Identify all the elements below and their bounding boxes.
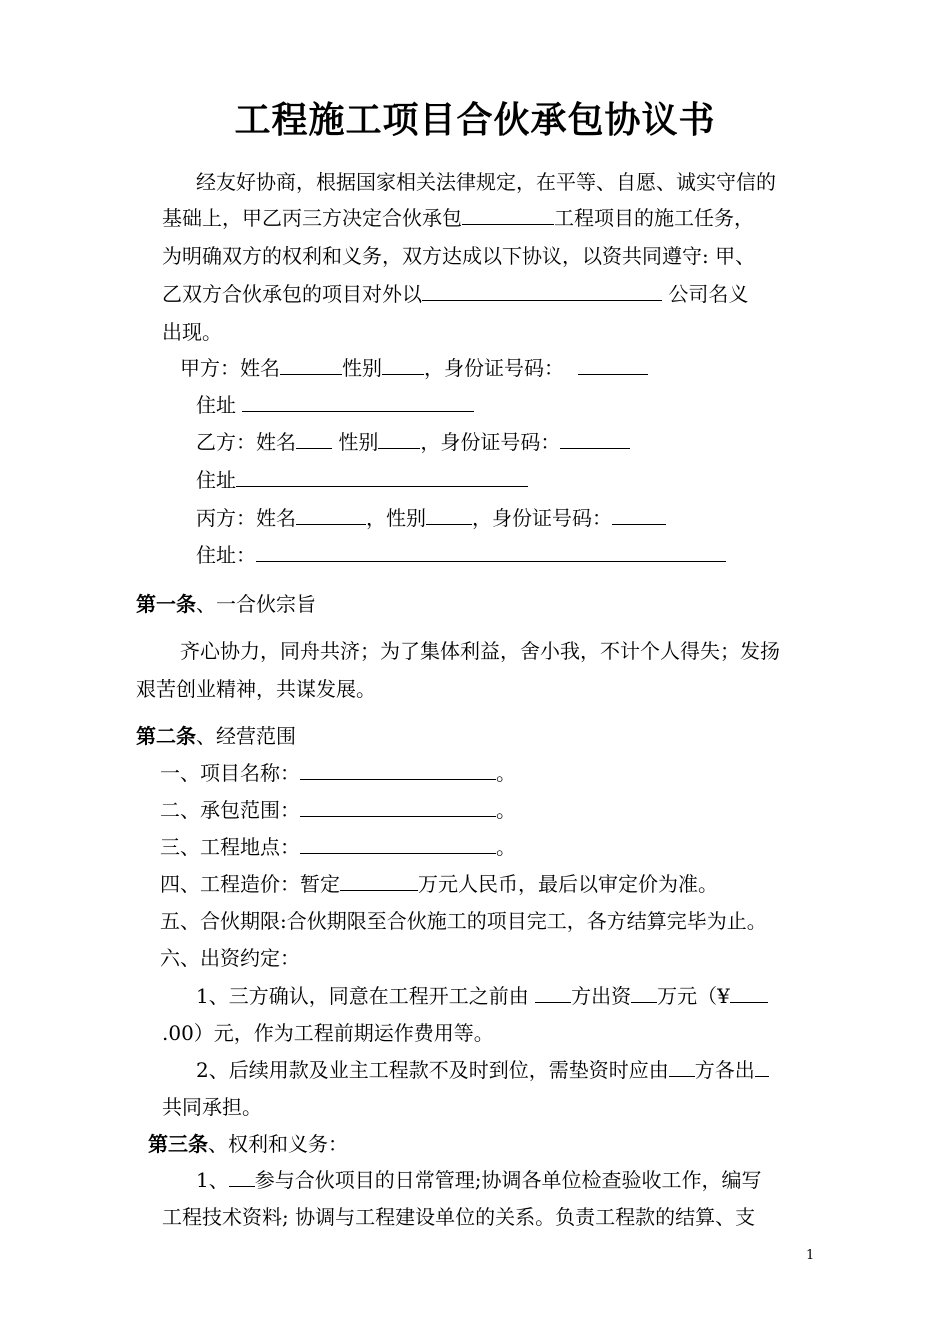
blank-id xyxy=(578,354,648,375)
blank-name xyxy=(296,428,332,449)
blank-party xyxy=(229,1166,255,1187)
blank-id xyxy=(612,504,666,525)
article-3-line-2: 工程技术资料; 协调与工程建设单位的关系。负责工程款的结算、支 xyxy=(162,1205,756,1229)
intro-line-2: 基础上，甲乙丙三方决定合伙承包 工程项目的施工任务， xyxy=(162,206,754,230)
intro-line-4: 乙双方合伙承包的项目对外以 公司名义 xyxy=(162,282,749,306)
blank-gender xyxy=(378,428,420,449)
blank-amount xyxy=(631,982,657,1003)
article-2-item-2: 二、承包范围： 。 xyxy=(160,798,516,822)
party-jia: 甲方：姓名 性别 ，身份证号码： xyxy=(180,354,648,382)
blank-address xyxy=(242,391,474,412)
article-2-item-6: 六、出资约定： xyxy=(160,946,300,970)
article-1-line-2: 艰苦创业精神，共谋发展。 xyxy=(136,677,376,701)
blank-gender xyxy=(382,354,424,375)
article-2-item-4: 四、工程造价：暂定 万元人民币，最后以审定价为准。 xyxy=(160,872,718,896)
blank-scope xyxy=(300,796,496,817)
article-2-item-3: 三、工程地点： 。 xyxy=(160,835,516,859)
article-2-item-5: 五、合伙期限:合伙期限至合伙施工的项目完工，各方结算完毕为止。 xyxy=(160,909,767,933)
article-2-clause-2: 2、后续用款及业主工程款不及时到位，需垫资时应由 方各出 xyxy=(196,1056,769,1084)
blank-name xyxy=(280,354,342,375)
document-title: 工程施工项目合伙承包协议书 xyxy=(234,99,716,141)
blank-gender xyxy=(426,504,472,525)
blank-location xyxy=(300,833,496,854)
intro-line-1: 经友好协商，根据国家相关法律规定，在平等、自愿、诚实守信的 xyxy=(196,170,776,194)
article-1-heading: 第一条、一合伙宗旨 xyxy=(136,592,316,616)
blank-cost xyxy=(340,870,418,891)
party-jia-address: 住址 xyxy=(196,391,474,419)
blank-yuan xyxy=(730,982,768,1003)
blank-party xyxy=(669,1056,695,1077)
blank-project xyxy=(462,204,554,225)
party-yi: 乙方：姓名 性别 ，身份证号码： xyxy=(196,428,630,456)
blank-company xyxy=(422,280,662,301)
article-3-line-1: 1、 参与合伙项目的日常管理;协调各单位检查验收工作，编写 xyxy=(196,1168,762,1192)
article-2-clause-2-cont: 共同承担。 xyxy=(162,1095,262,1119)
intro-line-3: 为明确双方的权利和义务，双方达成以下协议，以资共同遵守: 甲、 xyxy=(162,244,756,268)
party-yi-address: 住址 xyxy=(196,466,528,494)
article-3-heading: 第三条、权利和义务： xyxy=(148,1132,348,1156)
page-number: 1 xyxy=(806,1248,815,1263)
intro-line-5: 出现。 xyxy=(162,320,222,344)
blank-name xyxy=(296,504,366,525)
blank-party xyxy=(535,982,571,1003)
blank-id xyxy=(560,428,630,449)
party-bing: 丙方：姓名 ，性别 ，身份证号码： xyxy=(196,504,666,532)
blank-address xyxy=(256,541,726,562)
article-2-clause-1: 1、三方确认，同意在工程开工之前由 方出资 万元（¥ xyxy=(196,982,768,1010)
article-1-line-1: 齐心协力，同舟共济；为了集体利益，舍小我，不计个人得失；发扬 xyxy=(180,639,780,663)
party-bing-address: 住址： xyxy=(196,541,726,569)
blank-project-name xyxy=(300,759,496,780)
blank-share xyxy=(755,1056,769,1077)
article-2-clause-1-cont: .00）元，作为工程前期运作费用等。 xyxy=(162,1021,494,1045)
article-2-heading: 第二条、经营范围 xyxy=(136,724,296,748)
article-2-item-1: 一、项目名称： 。 xyxy=(160,761,516,785)
blank-address xyxy=(236,466,528,487)
